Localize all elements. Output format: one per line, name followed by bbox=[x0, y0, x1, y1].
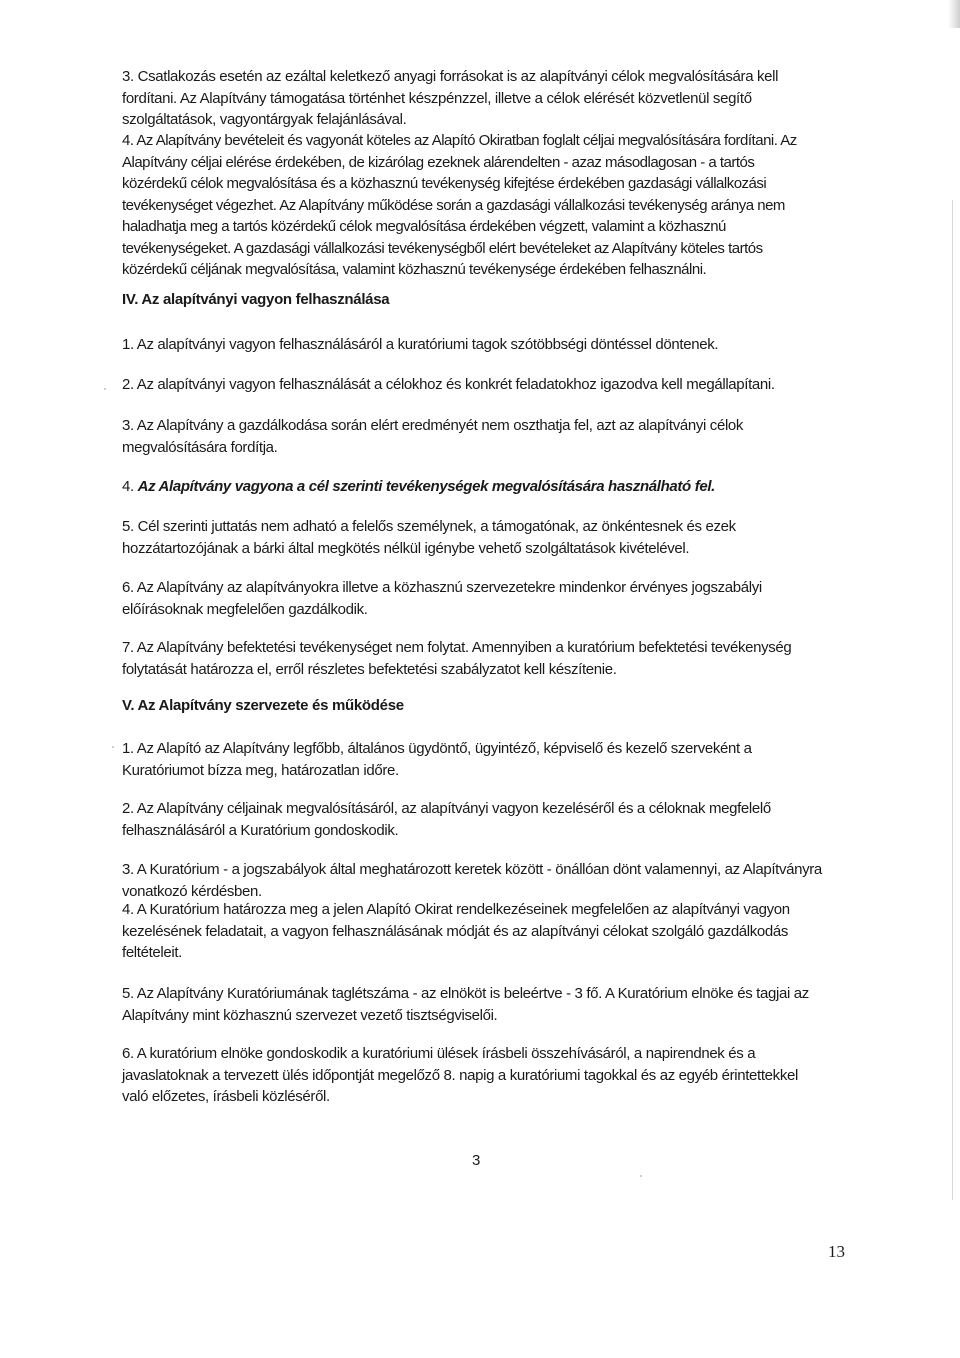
paragraph-v-6: 6. A kuratórium elnöke gondoskodik a kuratóriumi ülések írásbeli összehívásáról, a napirendnek és a javaslatoknak a tervezett ülés időpontját megelőző 8. napig a kuratóriumi tagokkal és az egyéb érintettekkel való előzetes, írásbeli közléséről. bbox=[122, 1045, 798, 1105]
paragraph-iv-5: 5. Cél szerinti juttatás nem adható a felelős személynek, a támogatónak, az önkéntesnek és ezek hozzátartozójának a bárki által megkötés nélkül igénybe vehető szolgáltatások kivételével. bbox=[122, 518, 736, 557]
paragraph-iii-4: 4. Az Alapítvány bevételeit és vagyonát köteles az Alapító Okiratban foglalt céljai megvalósítására fordítani. Az Alapítvány céljai elérése érdekében, de kizárólag ezeknek alárendelten - azaz másodlagosan - a tartós közérdekű célok megvalósítása és a közhasznú tevékenység kifejtése érdekében gazdasági vállalkozási tevékenységet végezhet. Az Alapítvány működése során a gazdasági vállalkozási tevékenység aránya nem haladhatja meg a tartós közérdekű célok megvalósítása érdekében végzett, valamint a közhasznú tevékenységeket. A gazdasági vállalkozási tevékenységből elért bevételeket az Alapítvány köteles tartós közérdekű céljának megvalósítása, valamint közhasznú tevékenysége érdekében felhasználni. bbox=[122, 132, 797, 278]
scan-edge-line bbox=[952, 200, 953, 1200]
section-iv-heading: IV. Az alapítványi vagyon felhasználása bbox=[122, 291, 390, 308]
sheet-number: 13 bbox=[828, 1242, 845, 1261]
paragraph-iv-6: 6. Az Alapítvány az alapítványokra illetve a közhasznú szervezetekre mindenkor érvényes jogszabályi előírásoknak megfelelően gazdálkodik. bbox=[122, 579, 762, 618]
paragraph-iv-7: 7. Az Alapítvány befektetési tevékenységet nem folytat. Amennyiben a kuratórium befektetési tevékenység folytatását határozza el, erről részletes befektetési szabályzatot kell készítenie. bbox=[122, 639, 792, 678]
paragraph-v-3: 3. A Kuratórium - a jogszabályok által meghatározott keretek között - önállóan dönt valamennyi, az Alapítványra vonatkozó kérdésben. bbox=[122, 861, 822, 900]
paragraph-iv-4-number: 4. bbox=[122, 478, 134, 495]
paragraph-iv-4-emphasis: Az Alapítvány vagyona a cél szerinti tevékenységek megvalósítására használható fel. bbox=[137, 478, 715, 495]
paragraph-iii-3: 3. Csatlakozás esetén az ezáltal keletkező anyagi forrásokat is az alapítványi célok megvalósítására kell fordítani. Az Alapítvány támogatása történhet készpénzzel, illetve a célok elérését közvetlenül segítő szolgáltatások, vagyontárgyak felajánlásával. bbox=[122, 68, 779, 128]
paragraph-iv-4 bbox=[122, 476, 822, 498]
scan-speck bbox=[112, 746, 114, 748]
paragraph-v-4: 4. A Kuratórium határozza meg a jelen Alapító Okirat rendelkezéseinek megfelelően az alapítványi vagyon kezelésének feladatait, a vagyon felhasználásának módját és az alapítványi célokat szolgáló gazdálkodás feltételeit. bbox=[122, 901, 790, 961]
section-v-heading: V. Az Alapítvány szervezete és működése bbox=[122, 697, 404, 714]
paragraph-iv-1: 1. Az alapítványi vagyon felhasználásáról a kuratóriumi tagok szótöbbségi döntéssel döntenek. bbox=[122, 336, 719, 353]
page-number: 3 bbox=[472, 1152, 481, 1169]
paragraph-iv-2: 2. Az alapítványi vagyon felhasználását a célokhoz és konkrét feladatokhoz igazodva kell megállapítani. bbox=[122, 376, 775, 393]
scan-speck bbox=[104, 388, 106, 390]
paragraph-v-5: 5. Az Alapítvány Kuratóriumának taglétszáma - az elnököt is beleértve - 3 fő. A Kuratórium elnöke és tagjai az Alapítvány mint közhasznú szervezet vezető tisztségviselői. bbox=[122, 985, 809, 1024]
scan-edge-mark bbox=[948, 0, 960, 28]
paragraph-v-2: 2. Az Alapítvány céljainak megvalósításáról, az alapítványi vagyon kezeléséről és a céloknak megfelelő felhasználásáról a Kuratórium gondoskodik. bbox=[122, 800, 771, 839]
paragraph-v-1: 1. Az Alapító az Alapítvány legfőbb, általános ügydöntő, ügyintéző, képviselő és kezelő szerveként a Kuratóriumot bízza meg, határozatlan időre. bbox=[122, 740, 752, 779]
scan-speck bbox=[640, 1175, 642, 1177]
paragraph-iv-3: 3. Az Alapítvány a gazdálkodása során elért eredményét nem oszthatja fel, azt az alapítványi célok megvalósítására fordítja. bbox=[122, 417, 744, 456]
